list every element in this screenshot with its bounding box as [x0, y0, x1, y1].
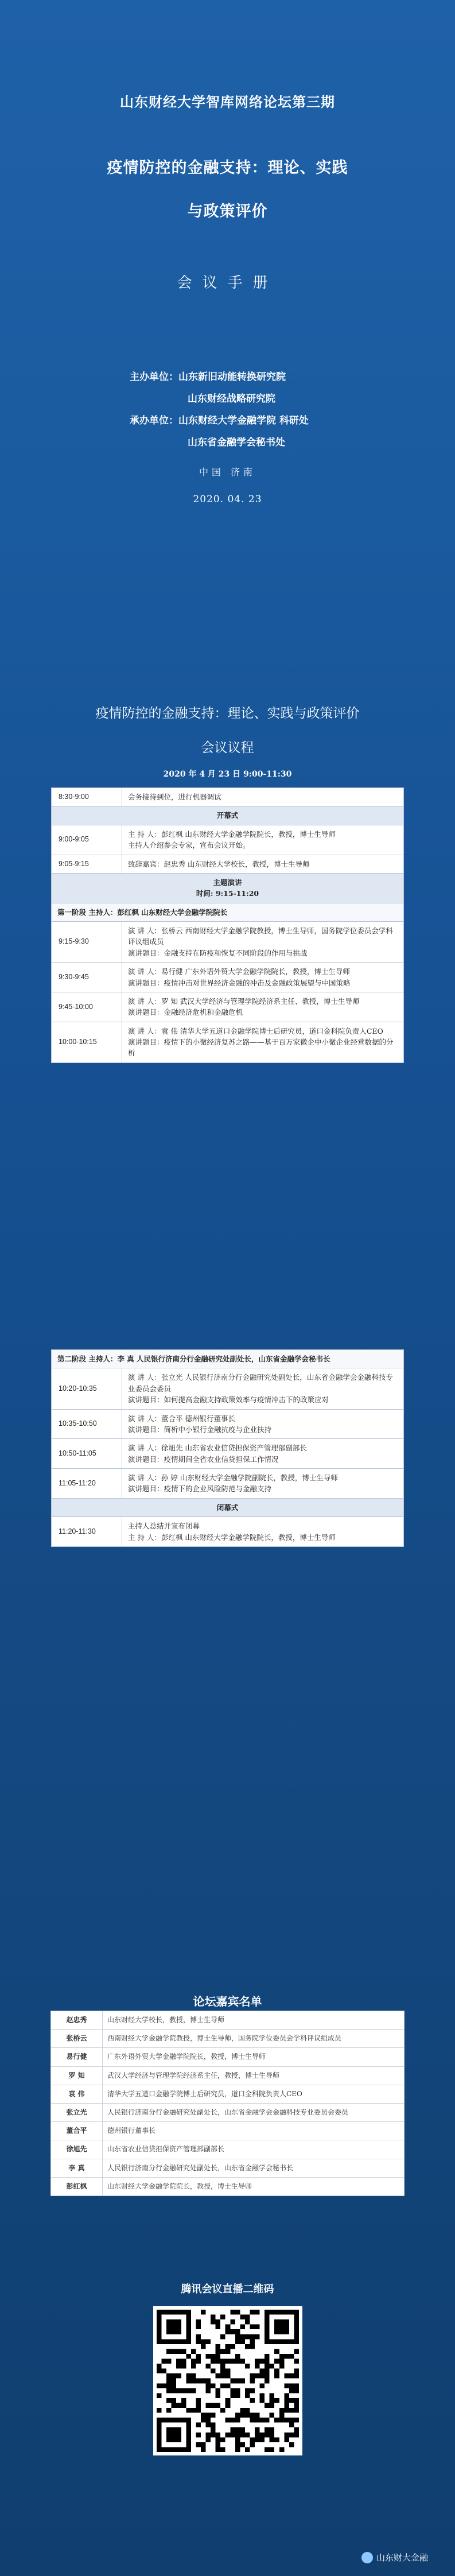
schedule-detail: 主 持 人：彭红枫 山东财经大学金融学院院长，教授，博士生导师 主持人介绍参会专家，宣布会议开始。	[122, 825, 404, 855]
schedule-detail: 会务接待到位，进行机器调试	[122, 788, 404, 806]
guest-name: 董合平	[51, 2122, 103, 2140]
guest-row	[51, 2048, 405, 2066]
schedule-row	[52, 992, 404, 1022]
schedule-row	[52, 1469, 404, 1499]
schedule-row	[52, 855, 404, 873]
co-organizer-line-2: 山东省金融学会秘书处	[188, 437, 285, 448]
wechat-icon	[361, 2552, 373, 2563]
schedule-table-part2	[51, 1349, 404, 1547]
schedule-time: 9:30-9:45	[52, 963, 122, 992]
schedule-time: 9:15-9:30	[52, 922, 122, 963]
guest-name: 罗 知	[51, 2066, 103, 2085]
schedule-time: 10:35-10:50	[52, 1409, 122, 1439]
guest-row	[51, 2066, 405, 2085]
schedule-detail: 演 讲 人：徐旭先 山东省农业信贷担保资产管理部副部长 演讲题目：疫情期间全省农业信贷担保工作情况	[122, 1439, 404, 1469]
guest-name: 张桥云	[51, 2030, 103, 2048]
guest-info: 山东财经大学校长，教授，博士生导师	[103, 2011, 405, 2030]
schedule-detail: 演 讲 人：董合平 德州银行董事长 演讲题目：简析中小银行金融抗疫与企业扶持	[122, 1409, 404, 1439]
handbook-label: 会议手册	[177, 274, 278, 292]
guest-row	[51, 2159, 405, 2177]
guest-info: 清华大学五道口金融学院博士后研究员，道口金科院负责人CEO	[103, 2085, 405, 2103]
forum-series-title: 山东财经大学智库网络论坛第三期	[120, 94, 335, 110]
program-subtitle: 会议议程	[201, 740, 254, 755]
guest-info: 人民银行济南分行金融研究处副处长，山东省金融学会金融科技专业委员会委员	[103, 2103, 405, 2121]
guest-info: 西南财经大学金融学院教授，博士生导师，国务院学位委员会学科评议组成员	[103, 2030, 405, 2048]
guest-info: 广东外语外贸大学金融学院院长，教授，博士生导师	[103, 2048, 405, 2066]
schedule-row	[52, 1439, 404, 1469]
guest-name: 赵忠秀	[51, 2011, 103, 2030]
schedule-row	[52, 1368, 404, 1409]
schedule-section-header	[52, 1498, 404, 1516]
watermark: 山东财大金融	[361, 2551, 428, 2563]
guest-row	[51, 2103, 405, 2121]
schedule-row	[52, 963, 404, 992]
schedule-row	[52, 922, 404, 963]
schedule-time: 9:45-10:00	[52, 992, 122, 1022]
schedule-time: 11:20-11:30	[52, 1517, 122, 1547]
guest-list-table	[50, 2011, 405, 2196]
guests-page	[0, 1933, 455, 2576]
schedule-row	[52, 1022, 404, 1062]
guest-info: 人民银行济南分行金融研究处副处长，山东省金融学会秘书长	[103, 2159, 405, 2177]
program-title: 疫情防控的金融支持：理论、实践与政策评价	[95, 706, 360, 721]
stage-text: 第二阶段 主持人：李 真 人民银行济南分行金融研究处副处长，山东省金融学会秘书长	[52, 1350, 404, 1368]
schedule-detail: 演 讲 人：张桥云 西南财经大学金融学院教授，博士生导师，国务院学位委员会学科评议组成员 演讲题目：金融支持在防疫和恢复不同阶段的作用与挑战	[122, 922, 404, 963]
schedule-row	[52, 1517, 404, 1547]
date: 2020. 04. 23	[193, 494, 262, 505]
schedule-detail: 演 讲 人：易行健 广东外语外贸大学金融学院院长，教授，博士生导师 演讲题目：疫情冲击对世界经济金融的冲击及金融政策展望与中国策略	[122, 963, 404, 992]
guest-row	[51, 2011, 405, 2030]
schedule-detail: 演 讲 人：张立光 人民银行济南分行金融研究处副处长，山东省金融学会金融科技专业委员会委员 演讲题目：如何提高金融支持政策效率与疫情冲击下的政策应对	[122, 1368, 404, 1409]
guest-info: 德州银行董事长	[103, 2122, 405, 2140]
qr-code-icon	[157, 2310, 299, 2452]
schedule-time: 10:50-11:05	[52, 1439, 122, 1469]
schedule-table-part1	[51, 787, 404, 1063]
guest-list-title: 论坛嘉宾名单	[193, 1995, 262, 2008]
guest-name: 易行健	[51, 2048, 103, 2066]
program-time: 2020 年 4 月 23 日 9:00-11:30	[163, 770, 292, 779]
guest-row	[51, 2030, 405, 2048]
guest-name: 张立光	[51, 2103, 103, 2121]
organizer-line-2: 山东财经战略研究院	[188, 393, 275, 405]
section-header-text: 闭幕式	[52, 1498, 404, 1516]
guest-info: 武汉大学经济与管理学院经济系主任，教授，博士生导师	[103, 2066, 405, 2085]
guest-info: 山东财经大学金融学院院长，教授，博士生导师	[103, 2177, 405, 2195]
tencent-meeting-qr-code[interactable]	[153, 2306, 302, 2455]
guest-info: 山东省农业信贷担保资产管理部副部长	[103, 2140, 405, 2159]
guest-row	[51, 2122, 405, 2140]
guest-name: 李 真	[51, 2159, 103, 2177]
schedule-row	[52, 1409, 404, 1439]
schedule-time: 8:30-9:00	[52, 788, 122, 806]
guest-row	[51, 2140, 405, 2159]
co-organizer-line-1: 承办单位：山东财经大学金融学院 科研处	[130, 415, 309, 426]
schedule-row	[52, 825, 404, 855]
guest-name: 彭红枫	[51, 2177, 103, 2195]
schedule-time: 10:00-10:15	[52, 1022, 122, 1062]
schedule-detail: 主持人总结并宣布闭幕 主 持 人：彭红枫 山东财经大学金融学院院长，教授，博士生导师	[122, 1517, 404, 1547]
conference-title-line2: 与政策评价	[187, 203, 268, 220]
organizer-line-1: 主办单位：山东新旧动能转换研究院	[130, 371, 286, 383]
schedule-row	[52, 788, 404, 806]
schedule-time: 10:20-10:35	[52, 1368, 122, 1409]
guest-row	[51, 2085, 405, 2103]
guest-name: 袁 伟	[51, 2085, 103, 2103]
guest-name: 徐旭先	[51, 2140, 103, 2159]
cover-page	[0, 0, 455, 647]
guest-row	[51, 2177, 405, 2195]
conference-title-line1: 疫情防控的金融支持：理论、实践	[107, 159, 348, 177]
schedule-detail: 致辞嘉宾：赵忠秀 山东财经大学校长，教授，博士生导师	[122, 855, 404, 873]
schedule-detail: 演 讲 人：孙 婷 山东财经大学金融学院副院长，教授，博士生导师 演讲题目：疫情下的企业风险防范与金融支持	[122, 1469, 404, 1499]
section-header-text: 主题演讲 时间: 9:15-11:20	[52, 873, 404, 903]
program-page	[0, 647, 455, 1290]
section-header-text: 开幕式	[52, 806, 404, 825]
stage-text: 第一阶段 主持人：彭红枫 山东财经大学金融学院院长	[52, 903, 404, 921]
schedule-time: 9:05-9:15	[52, 855, 122, 873]
location: 中国 济南	[199, 467, 256, 478]
schedule-section-header	[52, 873, 404, 903]
schedule-stage-row	[52, 1350, 404, 1368]
schedule-detail: 演 讲 人：袁 伟 清华大学五道口金融学院博士后研究员，道口金科院负责人CEO 演讲题目：疫情下的小微经济复苏之路——基于百万家微企中小微企业经营数据的分析	[122, 1022, 404, 1062]
schedule-time: 11:05-11:20	[52, 1469, 122, 1499]
program-page-continued	[0, 1290, 455, 1933]
schedule-section-header	[52, 806, 404, 825]
schedule-stage-row	[52, 903, 404, 921]
schedule-detail: 演 讲 人：罗 知 武汉大学经济与管理学院经济系主任、教授，博士生导师 演讲题目：金融经济危机和金融危机	[122, 992, 404, 1022]
schedule-time: 9:00-9:05	[52, 825, 122, 855]
qr-title: 腾讯会议直播二维码	[181, 2283, 274, 2295]
